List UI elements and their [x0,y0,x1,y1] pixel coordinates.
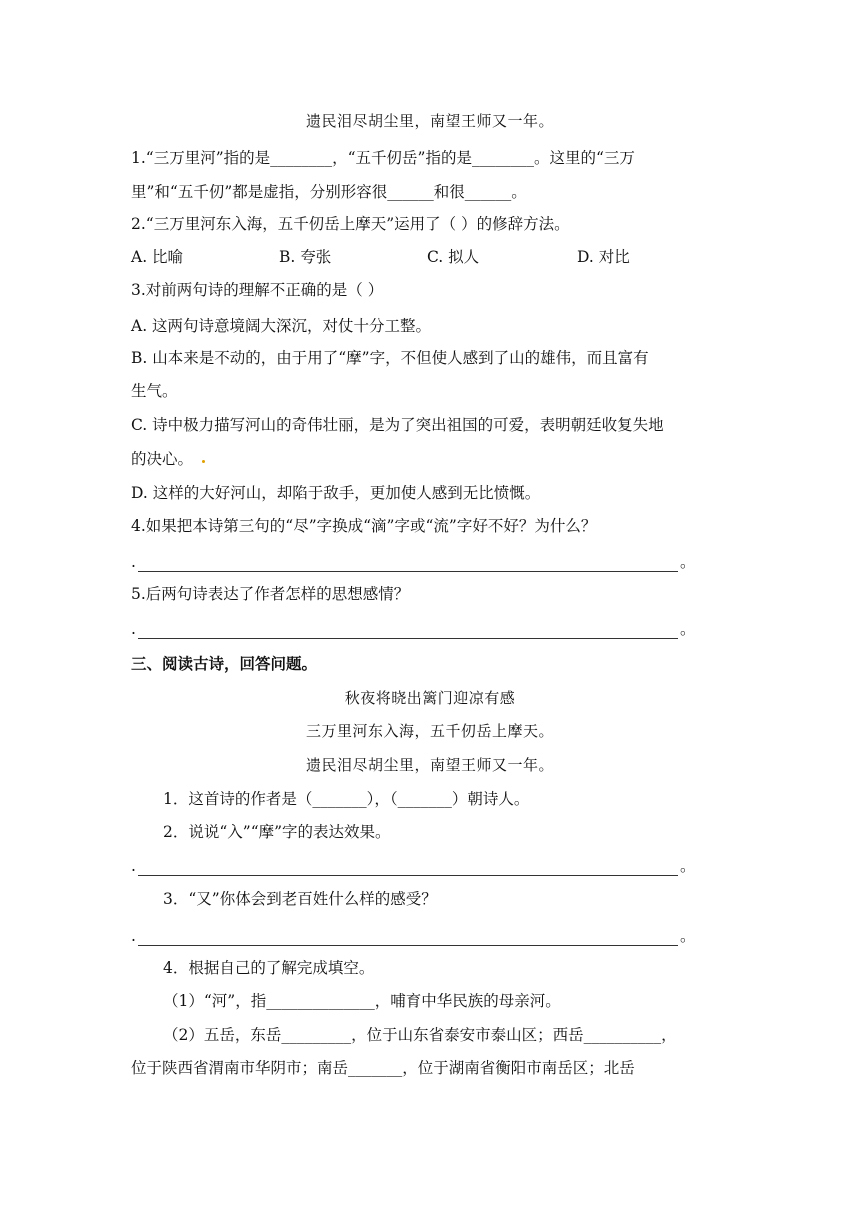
answer-suffix: 。 [679,857,696,875]
section-3-heading: 三、阅读古诗，回答问题。 [131,655,318,673]
poem-line-1: 三万里河东入海，五千仞岳上摩天。 [305,722,554,740]
section-3-question-2: 2．说说“入”“摩”字的表达效果。 [163,823,391,841]
question-5-stem: 5.后两句诗表达了作者怎样的思想感情？ [131,585,410,603]
section-3-question-4-1: （1）“河”，指______________，哺育中华民族的母亲河。 [163,992,561,1010]
section-3-question-4-2-line-2: 位于陕西省渭南市华阴市；南岳_______，位于湖南省衡阳市南岳区；北岳 [131,1059,635,1077]
answer-blank[interactable] [138,624,678,639]
answer-prefix: . [131,620,136,638]
question-3-option-b-line-1: B. 山本来是不动的，由于用了“摩”字，不但使人感到了山的雄伟，而且富有 [131,349,649,367]
question-1-line-1: 1.“三万里河”指的是________，“五千仞岳”指的是________。这里的“三万 [131,149,635,167]
stray-dot [202,460,205,463]
answer-suffix: 。 [679,927,696,945]
question-1-line-2: 里”和“五千仞”都是虚指，分别形容很______和很______。 [131,183,527,201]
question-3-option-d: D. 这样的大好河山，却陷于敌手，更加使人感到无比愤慨。 [131,484,541,502]
question-2-options [131,247,630,267]
option-c: C. 拟人 [427,248,480,266]
question-4-stem: 4.如果把本诗第三句的“尽”字换成“滴”字或“流”字好不好？为什么？ [131,517,597,535]
option-b: B. 夸张 [279,248,332,266]
question-3-stem: 3.对前两句诗的理解不正确的是（ ） [131,281,384,299]
section-3-question-3: 3．“又”你体会到老百姓什么样的感受？ [163,890,437,908]
question-3-option-a: A. 这两句诗意境阔大深沉，对仗十分工整。 [131,317,432,335]
question-2-stem: 2.“三万里河东入海，五千仞岳上摩天”运用了（ ）的修辞方法。 [131,215,570,233]
section-3-question-4: 4．根据自己的了解完成填空。 [163,959,375,977]
poem-title: 秋夜将晓出篱门迎凉有感 [344,689,516,707]
question-3-option-c-line-2: 的决心。 [131,450,194,468]
answer-line[interactable] [131,856,695,876]
section-3-question-1: 1．这首诗的作者是（_______），（_______）朝诗人。 [163,790,530,808]
question-3-option-b-line-2: 生气。 [131,382,178,400]
answer-line[interactable] [131,619,695,639]
answer-blank[interactable] [138,557,678,572]
section-3-question-4-2-line-1: （2）五岳，东岳_________，位于山东省泰安市泰山区；西岳__________， [163,1026,677,1044]
answer-suffix: 。 [679,553,696,571]
answer-line[interactable] [131,552,695,572]
answer-blank[interactable] [138,861,678,876]
poem-line: 遗民泪尽胡尘里，南望王师又一年。 [305,112,554,130]
option-a: A. 比喻 [131,248,184,266]
answer-prefix: . [131,927,136,945]
question-3-option-c-line-1: C. 诗中极力描写河山的奇伟壮丽，是为了突出祖国的可爱，表明朝廷收复失地 [131,416,664,434]
answer-prefix: . [131,857,136,875]
answer-prefix: . [131,553,136,571]
poem-line-2: 遗民泪尽胡尘里，南望王师又一年。 [305,756,554,774]
answer-line[interactable] [131,926,695,946]
option-d: D. 对比 [577,248,630,266]
answer-blank[interactable] [138,931,678,946]
answer-suffix: 。 [679,620,696,638]
